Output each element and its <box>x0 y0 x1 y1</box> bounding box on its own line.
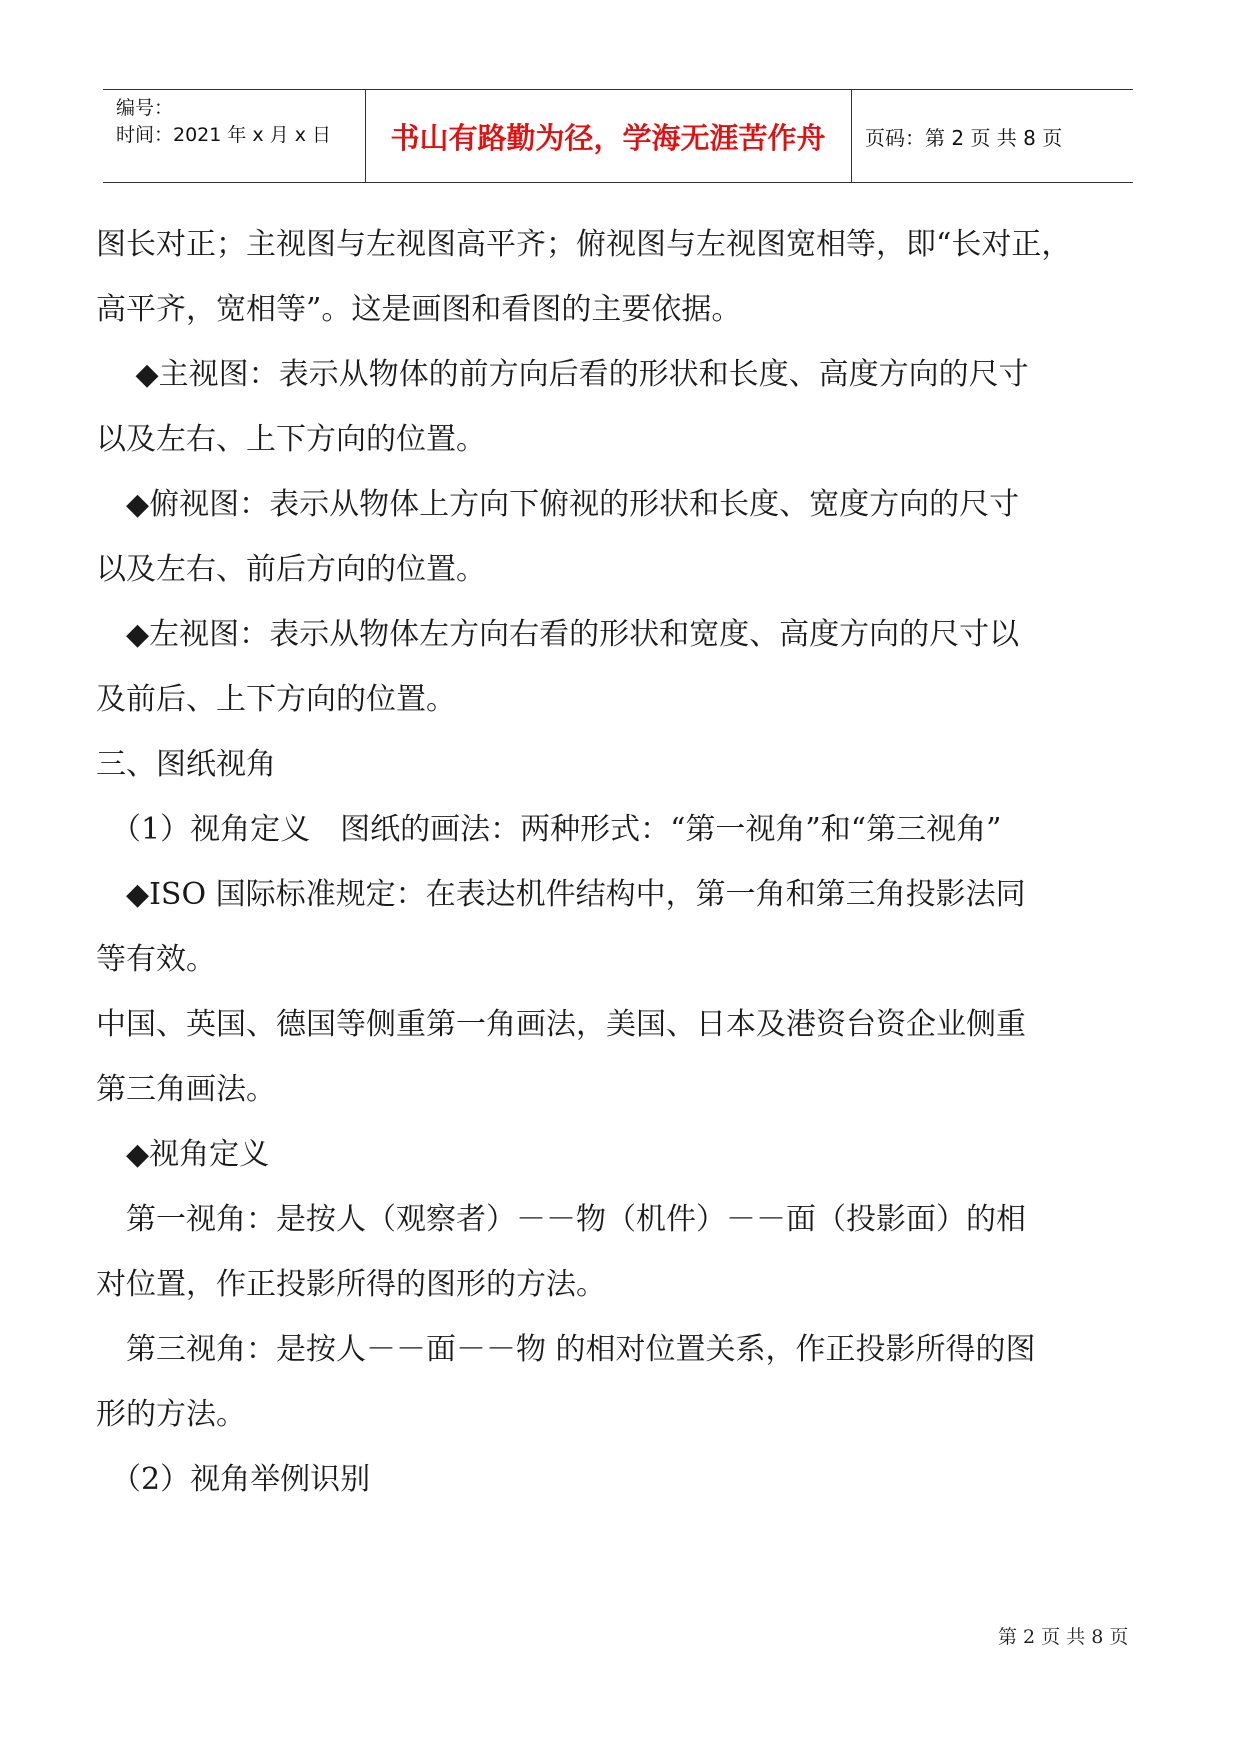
header-page-code: 页码：第 2 页 共 8 页 <box>865 125 1063 150</box>
body-line: ◆俯视图：表示从物体上方向下俯视的形状和长度、宽度方向的尺寸 <box>96 487 1020 522</box>
body-line: 及前后、上下方向的位置。 <box>96 682 456 717</box>
body-line: 第三视角：是按人－－面－－物 的相对位置关系，作正投影所得的图 <box>96 1332 1036 1367</box>
body-line: 形的方法。 <box>96 1397 246 1432</box>
number-label: 编号： <box>116 97 174 119</box>
body-line: ◆左视图：表示从物体左方向右看的形状和宽度、高度方向的尺寸以 <box>96 617 1020 652</box>
body-line: ◆ISO 国际标准规定：在表达机件结构中，第一角和第三角投影法同 <box>96 877 1026 912</box>
body-line: 中国、英国、德国等侧重第一角画法，美国、日本及港资台资企业侧重 <box>96 1007 1026 1042</box>
body-line: 第三角画法。 <box>96 1072 276 1107</box>
body-line: （2）视角举例识别 <box>96 1462 371 1497</box>
document-header <box>103 89 1133 183</box>
body-line: 对位置，作正投影所得的图形的方法。 <box>96 1267 606 1302</box>
section-heading: 三、图纸视角 <box>96 747 276 782</box>
body-line: 等有效。 <box>96 942 216 977</box>
body-line: ◆视角定义 <box>96 1137 270 1172</box>
body-line: 第一视角：是按人（观察者）－－物（机件）－－面（投影面）的相 <box>96 1202 1026 1237</box>
body-line: 高平齐，宽相等”。这是画图和看图的主要依据。 <box>96 292 742 327</box>
body-line: 图长对正；主视图与左视图高平齐；俯视图与左视图宽相等，即“长对正， <box>96 227 1072 262</box>
time-label: 时间：2021 年 x 月 x 日 <box>116 124 332 146</box>
document-body <box>96 212 1166 1512</box>
page-footer: 第 2 页 共 8 页 <box>998 1626 1129 1648</box>
body-line: 以及左右、前后方向的位置。 <box>96 552 486 587</box>
header-motto: 书山有路勤为径，学海无涯苦作舟 <box>365 90 852 182</box>
body-line: （1）视角定义 图纸的画法：两种形式：“第一视角”和“第三视角” <box>96 812 1002 847</box>
body-line: 以及左右、上下方向的位置。 <box>96 422 486 457</box>
header-meta <box>103 90 366 182</box>
body-line: ◆主视图：表示从物体的前方向后看的形状和长度、高度方向的尺寸 <box>96 357 1029 392</box>
